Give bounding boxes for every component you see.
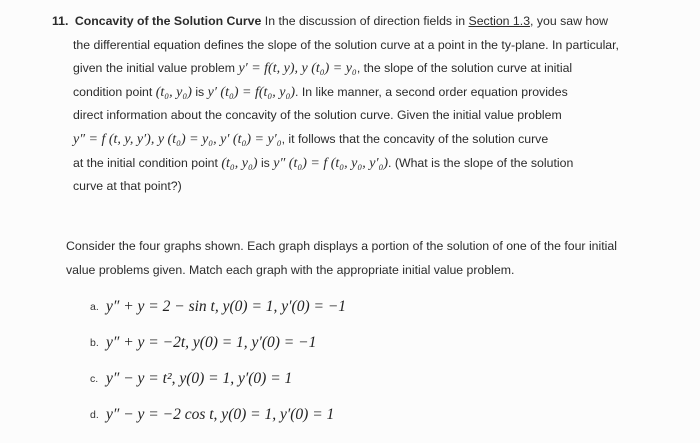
equation-list	[90, 289, 346, 433]
equation-letter: c.	[90, 373, 99, 385]
line-6-text: , it follows that the concavity of the solution curve	[281, 131, 549, 146]
ivp-first-order: y′ = f(t, y), y (t₀) = y₀	[238, 61, 357, 77]
problem-paragraph	[52, 10, 652, 199]
problem-line-2: the differential equation defines the slope of the solution curve at a point in the ty-plane. In particular,	[73, 37, 619, 52]
problem-line-6	[52, 128, 652, 152]
problem-text-2: , you saw how	[530, 14, 608, 28]
instructions-line-1: Consider the four graphs shown. Each graph displays a portion of the solution of one of the four initial	[66, 239, 617, 253]
line-7-text: at the initial condition point	[73, 155, 218, 170]
equation-letter: d.	[90, 409, 99, 421]
section-link[interactable]: Section 1.3	[468, 14, 531, 28]
equation-item-a	[90, 289, 346, 325]
problem-line-4	[52, 81, 652, 105]
line-4-text-b: is	[195, 84, 205, 99]
problem-title: Concavity of the Solution Curve	[74, 14, 262, 28]
equation-item-d	[90, 397, 346, 433]
problem-line-7	[52, 152, 652, 176]
equation-text: y″ + y = −2t, y(0) = 1, y′(0) = −1	[106, 334, 317, 351]
initial-point-2: (t₀, y₀)	[221, 155, 258, 171]
problem-line-8: curve at that point?)	[73, 179, 182, 194]
problem-number: 11.	[52, 14, 69, 28]
equation-item-b	[90, 325, 346, 361]
equation-text: y″ − y = t², y(0) = 1, y′(0) = 1	[106, 370, 293, 387]
equation-letter: b.	[90, 337, 99, 349]
slope-expression: y′ (t₀) = f(t₀, y₀)	[207, 84, 295, 100]
instructions-paragraph	[66, 235, 666, 282]
ivp-second-order: y″ = f (t, y, y′), y (t₀) = y₀, y′ (t₀) = y′₀	[73, 131, 282, 147]
equation-text: y″ − y = −2 cos t, y(0) = 1, y′(0) = 1	[106, 406, 335, 423]
line-3-text-b: , the slope of the solution curve at initial	[356, 61, 573, 76]
line-7-text-c: . (What is the slope of the solution	[388, 155, 574, 170]
concavity-expression: y″ (t₀) = f (t₀, y₀, y′₀)	[273, 155, 389, 171]
problem-line-5: direct information about the concavity of the solution curve. Given the initial value problem	[73, 108, 562, 123]
equation-text: y″ + y = 2 − sin t, y(0) = 1, y′(0) = −1	[106, 298, 347, 315]
instructions-line-2: value problems given. Match each graph with the appropriate initial value problem.	[66, 262, 515, 277]
equation-letter: a.	[90, 301, 99, 313]
line-7-text-b: is	[260, 155, 270, 170]
initial-point-1: (t₀, y₀)	[155, 84, 192, 100]
line-4-text-c: . In like manner, a second order equation provides	[295, 84, 568, 99]
problem-line-1	[52, 10, 652, 34]
line-4-text: condition point	[73, 84, 153, 99]
line-3-text: given the initial value problem	[73, 61, 236, 76]
equation-item-c	[90, 361, 346, 397]
problem-line-3	[52, 57, 652, 81]
problem-text-1: In the discussion of direction fields in	[264, 14, 466, 28]
